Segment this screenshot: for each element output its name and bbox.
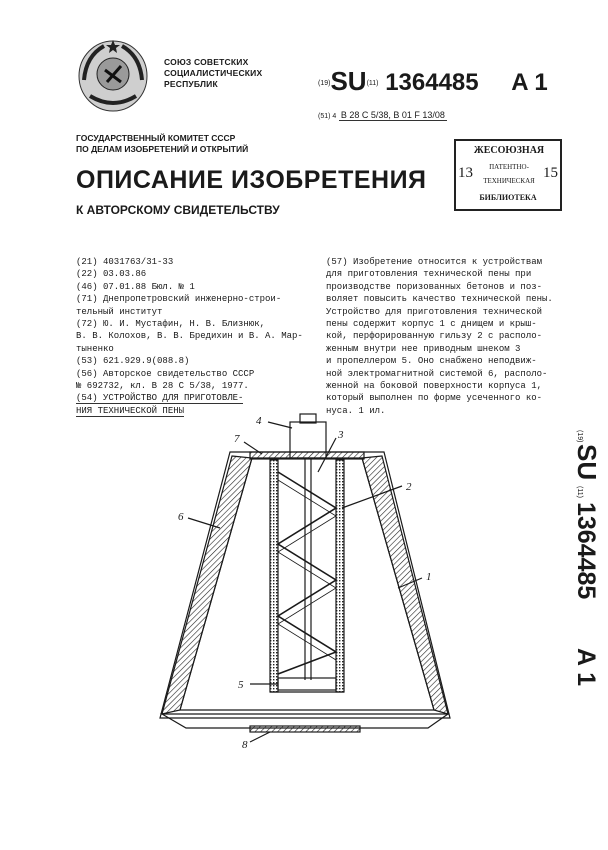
abstract-line: женной на боковой поверхности корпуса 1, <box>326 381 543 392</box>
udc: (53) 621.929.9(088.8) <box>76 356 190 367</box>
side-kind-code: A 1 <box>572 648 600 686</box>
abstract-line: пены содержит корпус 1 с днищем и крыш- <box>326 319 537 330</box>
label-1: 1 <box>426 571 432 583</box>
label-5: 5 <box>238 679 244 691</box>
inid-11: (11) <box>366 80 379 88</box>
applicant: (71) Днепропетровский инженерно-строи- <box>76 294 282 305</box>
side-country-code: SU <box>572 444 602 481</box>
abstract-line: для приготовления технической пены при <box>326 269 532 280</box>
invention-title <box>76 392 316 404</box>
stamp-line-1: ЖЕСОЮЗНАЯ <box>473 145 545 156</box>
committee-name <box>76 133 248 155</box>
stamp-number-right: 15 <box>543 165 558 181</box>
side-inid-11: (11) <box>576 486 583 498</box>
publication-number <box>318 66 548 97</box>
publication-date: (46) 07.01.88 Бюл. № 1 <box>76 281 195 292</box>
abstract-line: (57) Изобретение относится к устройствам <box>326 257 543 267</box>
document-title: ОПИСАНИЕ ИЗОБРЕТЕНИЯ <box>76 166 427 194</box>
inventors: В. В. Колохов, В. В. Бредихин и В. А. Мар- <box>76 331 303 342</box>
abstract <box>326 256 553 417</box>
stamp-line-2: ПАТЕНТНО- <box>489 163 529 171</box>
auger-screw <box>278 472 336 674</box>
housing-lid <box>250 452 364 459</box>
stamp-number-left: 13 <box>458 165 473 181</box>
kind-code: A 1 <box>511 69 548 96</box>
bottom-plate <box>250 726 360 732</box>
device-drawing <box>150 412 470 752</box>
abstract-line: воляет повысить качество технической пены. <box>326 294 553 305</box>
inventors: тыненко <box>76 343 114 354</box>
label-7: 7 <box>234 433 240 445</box>
invention-title-line: (54) УСТРОЙСТВО ДЛЯ ПРИГОТОВЛЕ- <box>76 393 244 404</box>
ipc-classification <box>318 110 447 120</box>
label-3: 3 <box>338 429 344 441</box>
label-6: 6 <box>178 511 184 523</box>
propeller <box>278 678 336 690</box>
abstract-line: производстве поризованных бетонов и поз- <box>326 281 543 292</box>
abstract-line: женным внутри нее приводным шнеком 3 <box>326 343 521 354</box>
abstract-line: кой, перфорированную гильзу 2 с располо- <box>326 331 543 342</box>
bibliographic-data <box>76 256 316 417</box>
side-patent-label <box>548 430 602 700</box>
abstract-line: ной электромагнитной системой 6, располо- <box>326 368 548 379</box>
leader-line-8 <box>250 732 270 742</box>
ipc-codes: B 28 C 5/38, B 01 F 13/08 <box>340 110 445 120</box>
perforated-sleeve-left <box>270 460 278 692</box>
housing-wall-left <box>162 456 252 714</box>
inid-51: (51) 4 <box>318 113 337 120</box>
country-line: РЕСПУБЛИК <box>164 79 218 89</box>
inid-19: (19) <box>318 80 331 88</box>
committee-line: ПО ДЕЛАМ ИЗОБРЕТЕНИЙ И ОТКРЫТИЙ <box>76 144 249 154</box>
side-inid-19: (19) <box>576 430 583 443</box>
library-stamp <box>454 139 562 211</box>
label-8: 8 <box>242 739 248 751</box>
committee-line: ГОСУДАРСТВЕННЫЙ КОМИТЕТ СССР <box>76 133 236 143</box>
abstract-line: Устройство для приготовления технической <box>326 306 543 317</box>
stamp-line-4: БИБЛИОТЕКА <box>479 193 537 202</box>
label-2: 2 <box>406 481 412 493</box>
leader-line-4 <box>268 422 292 428</box>
label-4: 4 <box>256 415 262 427</box>
document-subtitle: К АВТОРСКОМУ СВИДЕТЕЛЬСТВУ <box>76 203 280 217</box>
perforated-sleeve-right <box>336 460 344 692</box>
patent-number: 1364485 <box>385 69 479 96</box>
stamp-line-3: ТЕХНИЧЕСКАЯ <box>483 177 535 185</box>
applicant: тельный институт <box>76 306 163 317</box>
inventors: (72) Ю. И. Мустафин, Н. В. Близнюк, <box>76 319 266 330</box>
side-patent-number: 1364485 <box>572 502 600 600</box>
invention-title-line: НИЯ ТЕХНИЧЕСКОЙ ПЕНЫ <box>76 405 185 416</box>
country-name <box>164 57 262 90</box>
abstract-line: нуса. 1 ил. <box>326 405 386 416</box>
country-code: SU <box>330 66 367 96</box>
application-number: (21) 4031763/31-33 <box>76 257 174 267</box>
ussr-emblem-icon <box>74 36 152 114</box>
country-line: СОЮЗ СОВЕТСКИХ <box>164 57 249 67</box>
auger-screw-edge <box>278 480 336 660</box>
prior-art: (56) Авторское свидетельство СССР <box>76 368 255 379</box>
prior-art: № 692732, кл. В 28 С 5/38, 1977. <box>76 381 249 392</box>
country-line: СОЦИАЛИСТИЧЕСКИХ <box>164 68 263 78</box>
filing-date: (22) 03.03.86 <box>76 269 147 280</box>
abstract-line: который выполнен по форме усеченного ко- <box>326 393 543 404</box>
abstract-line: и пропеллером 5. Оно снабжено неподвиж- <box>326 356 537 367</box>
